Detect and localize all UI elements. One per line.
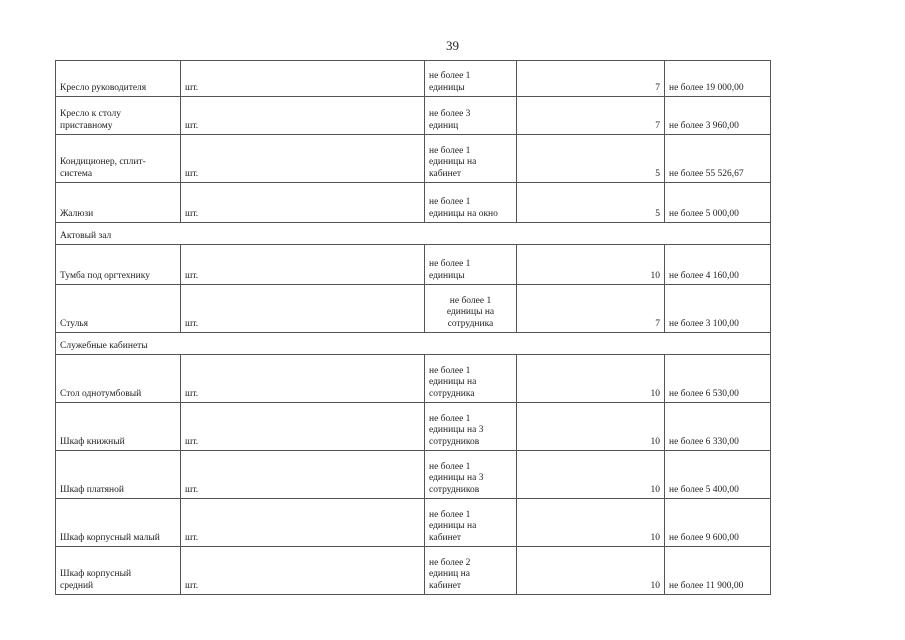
table-row <box>56 451 771 499</box>
item-name-cell: Шкаф корпусный малый <box>56 499 181 547</box>
quantity-cell: 5 <box>517 183 665 223</box>
furniture-norms-table <box>55 60 771 595</box>
norm-cell: не более 1 единицы на 3 сотрудников <box>425 451 517 499</box>
item-name-cell: Стулья <box>56 285 181 333</box>
price-cell: не более 3 960,00 <box>665 97 771 135</box>
price-cell: не более 3 100,00 <box>665 285 771 333</box>
price-cell: не более 55 526,67 <box>665 135 771 183</box>
item-name-cell: Шкаф платяной <box>56 451 181 499</box>
price-cell: не более 5 400,00 <box>665 451 771 499</box>
page-number: 39 <box>446 38 459 53</box>
table-row <box>56 403 771 451</box>
section-title: Актовый зал <box>56 223 771 245</box>
quantity-cell: 10 <box>517 451 665 499</box>
norm-cell: не более 1 единицы на сотрудника <box>425 285 517 333</box>
price-cell: не более 9 600,00 <box>665 499 771 547</box>
table-row <box>56 285 771 333</box>
table-row <box>56 499 771 547</box>
quantity-cell: 7 <box>517 61 665 97</box>
norm-cell: не более 1 единицы на кабинет <box>425 135 517 183</box>
price-cell: не более 19 000,00 <box>665 61 771 97</box>
item-name-cell: Стол однотумбовый <box>56 355 181 403</box>
price-cell: не более 6 330,00 <box>665 403 771 451</box>
unit-cell: шт. <box>181 355 425 403</box>
quantity-cell: 10 <box>517 403 665 451</box>
price-cell: не более 5 000,00 <box>665 183 771 223</box>
unit-cell: шт. <box>181 403 425 451</box>
table-row <box>56 245 771 285</box>
section-row <box>56 223 771 245</box>
price-cell: не более 6 530,00 <box>665 355 771 403</box>
unit-cell: шт. <box>181 135 425 183</box>
quantity-cell: 10 <box>517 547 665 595</box>
price-cell: не более 4 160,00 <box>665 245 771 285</box>
item-name-cell: Шкаф книжный <box>56 403 181 451</box>
unit-cell: шт. <box>181 285 425 333</box>
unit-cell: шт. <box>181 97 425 135</box>
table-row <box>56 183 771 223</box>
norm-cell: не более 1 единицы на кабинет <box>425 499 517 547</box>
quantity-cell: 10 <box>517 245 665 285</box>
item-name-cell: Кресло руководителя <box>56 61 181 97</box>
quantity-cell: 7 <box>517 285 665 333</box>
table-row <box>56 97 771 135</box>
unit-cell: шт. <box>181 245 425 285</box>
quantity-cell: 7 <box>517 97 665 135</box>
unit-cell: шт. <box>181 183 425 223</box>
table-row <box>56 355 771 403</box>
unit-cell: шт. <box>181 499 425 547</box>
table-row <box>56 61 771 97</box>
unit-cell: шт. <box>181 547 425 595</box>
quantity-cell: 10 <box>517 499 665 547</box>
norm-cell: не более 1 единицы <box>425 245 517 285</box>
item-name-cell: Жалюзи <box>56 183 181 223</box>
unit-cell: шт. <box>181 451 425 499</box>
norm-cell: не более 1 единицы <box>425 61 517 97</box>
norm-cell: не более 3 единиц <box>425 97 517 135</box>
table-row <box>56 135 771 183</box>
unit-cell: шт. <box>181 61 425 97</box>
item-name-cell: Кондиционер, сплит- система <box>56 135 181 183</box>
section-title: Служебные кабинеты <box>56 333 771 355</box>
norm-cell: не более 1 единицы на окно <box>425 183 517 223</box>
item-name-cell: Шкаф корпусный средний <box>56 547 181 595</box>
section-row <box>56 333 771 355</box>
norm-cell: не более 1 единицы на сотрудника <box>425 355 517 403</box>
quantity-cell: 5 <box>517 135 665 183</box>
price-cell: не более 11 900,00 <box>665 547 771 595</box>
norm-cell: не более 1 единицы на 3 сотрудников <box>425 403 517 451</box>
table-row <box>56 547 771 595</box>
quantity-cell: 10 <box>517 355 665 403</box>
item-name-cell: Кресло к столу приставному <box>56 97 181 135</box>
norm-cell: не более 2 единиц на кабинет <box>425 547 517 595</box>
item-name-cell: Тумба под оргтехнику <box>56 245 181 285</box>
